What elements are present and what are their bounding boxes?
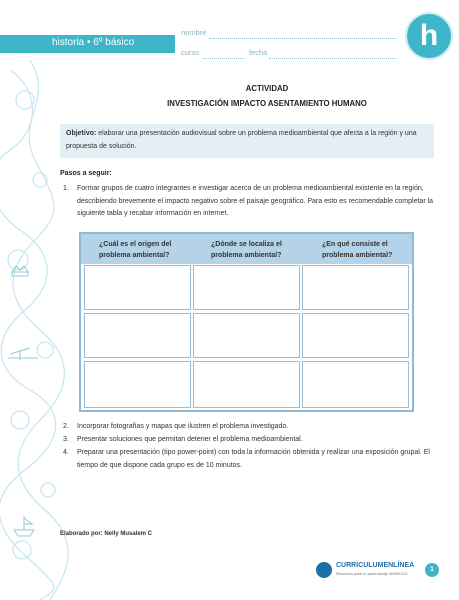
h-logo-icon <box>405 12 453 60</box>
table-cell[interactable] <box>193 361 300 408</box>
table-cell[interactable] <box>302 361 409 408</box>
step-text: Preparar una presentación (tipo power-point) con toda la información obtenida y realizar una exposición grupal. El tiempo de que dispone cada grupo es de 10 minutos. <box>77 449 430 469</box>
table-cell[interactable] <box>193 313 300 358</box>
step-item <box>63 183 437 221</box>
step-number: 3. <box>63 436 69 443</box>
table-header-origin: ¿Cuál es el origen del problema ambiental? <box>99 241 172 259</box>
logo-letter: h <box>419 19 439 52</box>
research-table <box>79 232 414 412</box>
table-cell[interactable] <box>193 265 300 310</box>
step-item <box>63 434 437 447</box>
curriculum-en-linea-logo <box>316 561 416 581</box>
table-cell[interactable] <box>302 313 409 358</box>
table-cell[interactable] <box>84 265 191 310</box>
date-field-label: fecha <box>249 48 268 57</box>
step-item <box>63 421 437 434</box>
step-number: 2. <box>63 423 69 430</box>
investigation-title: INVESTIGACIÓN IMPACTO ASENTAMIENTO HUMANO <box>167 99 367 108</box>
name-field-label: nombre <box>181 28 207 37</box>
table-cell[interactable] <box>302 265 409 310</box>
page-number-badge: 1 <box>425 563 439 577</box>
table-header-location: ¿Dónde se localiza el problema ambiental? <box>211 241 282 259</box>
table-cell[interactable] <box>84 361 191 408</box>
student-info-fields <box>175 22 400 64</box>
date-field-line[interactable] <box>269 58 397 59</box>
table-cell[interactable] <box>84 313 191 358</box>
curriculum-logo-icon <box>316 562 332 578</box>
author-credit: Elaborado por: Nelly Musalem C <box>60 531 153 537</box>
brand-name: CURRICULUMENLÍNEA <box>336 562 415 569</box>
course-field-label: curso <box>181 48 200 57</box>
activity-title: ACTIVIDAD <box>245 84 289 93</box>
step-text: Formar grupos de cuatro integrantes e investigar acerca de un problema medioambiental existente en la región, describiendo brevemente el impacto negativo sobre el paisaje geográfico. Para esto es recomendable completar la siguiente tabla y recabar información en internet. <box>77 185 434 217</box>
brand-subtitle: Recursos para el aprendizaje MINEDUC <box>336 571 408 576</box>
step-item <box>63 447 437 472</box>
name-field-line[interactable] <box>209 38 397 39</box>
table-header-description: ¿En qué consiste el problema ambiental? <box>322 241 393 259</box>
objective-label: Objetivo: <box>66 130 97 137</box>
step-number: 1. <box>63 185 69 192</box>
objective-text: elaborar una presentación audiovisual sobre un problema medioambiental que afecta a la región y una propuesta de solución. <box>66 130 417 150</box>
step-text: Presentar soluciones que permitan detener el problema medioambiental. <box>77 436 303 443</box>
subject-grade-label: historia • 6º básico <box>52 37 135 48</box>
course-field-line[interactable] <box>203 58 245 59</box>
objective-box <box>60 124 434 158</box>
steps-title: Pasos a seguir: <box>60 170 112 177</box>
step-text: Incorporar fotografías y mapas que ilustren el problema investigado. <box>77 423 289 430</box>
step-number: 4. <box>63 449 69 456</box>
